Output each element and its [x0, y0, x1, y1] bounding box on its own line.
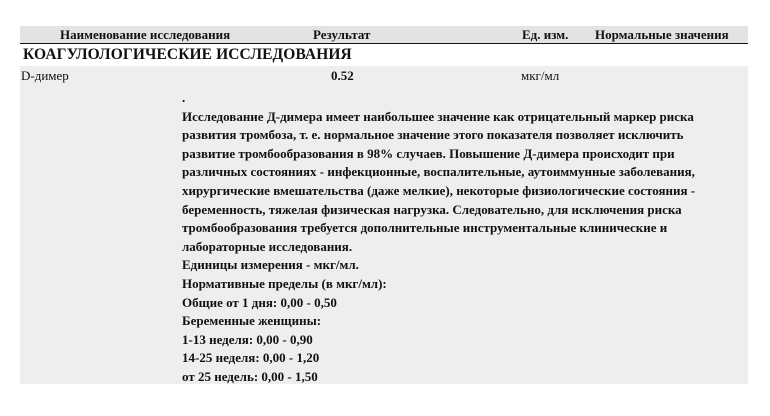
- header-normal-values: Нормальные значения: [595, 27, 729, 42]
- comment-line: хирургические вмешательства (даже мелкие), некоторые физиологические состояния -: [182, 182, 696, 198]
- comment-line: Общие от 1 дня: 0,00 - 0,50: [182, 294, 337, 310]
- header-units: Ед. изм.: [522, 27, 569, 42]
- comment-line: развития тромбоза, т. е. нормальное значение этого показателя позволяет исключить: [182, 127, 684, 143]
- lab-report: [20, 26, 748, 384]
- comment-line: Беременные женщины:: [182, 313, 322, 329]
- test-row-d-dimer: [20, 66, 748, 88]
- table-row: [20, 66, 748, 384]
- comment-line: беременность, тяжелая физическая нагрузка. Следовательно, для исключения риска: [182, 201, 682, 217]
- comment-line: развитие тромбообразования в 98% случаев. Повышение Д-димера происходит при: [182, 145, 675, 161]
- comment-line: от 25 недель: 0,00 - 1,50: [182, 368, 318, 384]
- test-name: D-димер: [21, 68, 69, 83]
- test-units: мкг/мл: [521, 68, 560, 83]
- test-comment: [182, 89, 748, 387]
- table-header: [20, 26, 748, 44]
- header-result: Результат: [313, 27, 371, 42]
- comment-line: тромбообразования требуется дополнительные инструментальные клинические и: [182, 220, 668, 236]
- comment-line: лабораторные исследования.: [182, 238, 353, 254]
- comment-line: 14-25 неделя: 0,00 - 1,20: [182, 350, 320, 366]
- comment-line: Единицы измерения - мкг/мл.: [182, 257, 359, 273]
- comment-line: Исследование Д-димера имеет наибольшее значение как отрицательный маркер риска: [182, 108, 694, 124]
- comment-line: различных состояниях - инфекционные, воспалительные, аутоиммунные заболевания,: [182, 164, 695, 180]
- test-result: 0.52: [331, 68, 354, 83]
- comment-line: 1-13 неделя: 0,00 - 0,90: [182, 331, 313, 347]
- comment-line: .: [182, 90, 186, 105]
- header-test-name: Наименование исследования: [60, 27, 231, 42]
- comment-line: Нормативные пределы (в мкг/мл):: [182, 275, 387, 291]
- section-title: КОАГУЛОЛОГИЧЕСКИЕ ИССЛЕДОВАНИЯ: [23, 46, 352, 63]
